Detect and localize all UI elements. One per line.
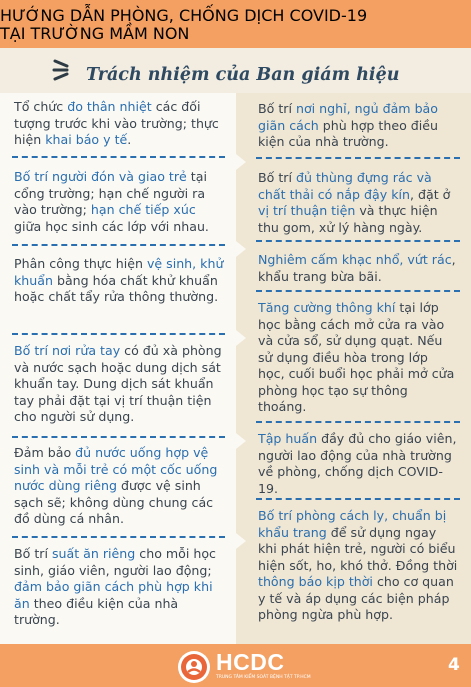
body-text: đầy đủ cho giáo viên, người lao động của nhà trường về phòng, chống dịch COVID-19. [258,431,457,496]
header-title-line1: HƯỚNG DẪN PHÒNG, CHỐNG DỊCH COVID-19 [0,6,368,25]
body-text: Bố trí [258,101,296,116]
highlight-text: đo thân nhiệt [67,99,152,114]
highlight-text: Tăng cường thông khí [258,300,396,315]
highlight-text: suất ăn riêng [51,546,136,561]
arrow-right-icon [236,533,246,549]
body-text: phù hợp theo điều kiện của nhà trường. [258,117,438,149]
highlight-text: vệ sinh, khử khuẩn [14,256,224,288]
highlight-text: Bố trí nơi rửa tay [14,343,121,358]
arrow-right-icon [236,330,246,346]
highlight-text: vị trí thuận tiện [258,203,356,218]
body-text: , đặt ở [409,186,451,202]
divider [12,436,225,438]
page-number: 4 [448,655,460,675]
left-item-4 [14,343,224,426]
highlight-text: Tập huấn [258,431,318,446]
arrow-right-icon [236,241,246,257]
body-text: tại cổng trường; hạn chế người ra vào trường; [14,169,207,217]
body-text: Đảm bảo [14,445,76,460]
divider [256,290,460,292]
body-text: cho cơ quan y tế và áp dụng các biện pháp phòng ngừa phù hợp. [258,574,454,622]
hcdc-logo-icon [177,650,211,684]
body-text: Tổ chức [14,99,68,114]
left-item-3 [14,256,224,306]
body-text: . [127,132,132,147]
right-item-5 [258,431,458,497]
highlight-text: hạn chế tiếp xúc [90,202,196,217]
highlight-text: đủ thùng đựng rác và chất thải có nắp đậy kín [258,170,432,202]
right-item-2 [258,170,458,236]
footer-logo-subtitle: TRUNG TÂM KIỂM SOÁT BỆNH TẬT TP.HCM [216,675,311,680]
body-text: các đối tượng trước khi vào trường; thực hiện [14,99,219,147]
body-text: , khẩu trang bừa bãi. [258,252,456,284]
footer-logo-text: HCDC [216,649,285,675]
left-item-5 [14,445,224,528]
divider [12,536,225,538]
right-item-6 [258,508,458,624]
header-title-line2: TẠI TRƯỜNG MẦM NON [0,24,190,43]
left-item-1 [14,99,224,149]
left-item-2 [14,169,224,235]
body-text: Bố trí [258,170,296,185]
highlight-text: đủ nước uống hợp vệ sinh và mỗi trẻ có một cốc uống nước dùng riêng [14,445,218,493]
arrow-right-icon [236,154,246,170]
body-text: giữa học sinh các lớp với nhau. [14,218,209,234]
highlight-text: Bố trí phòng cách ly, chuẩn bị khẩu trang [258,508,447,540]
body-text: có đủ xà phòng và nước sạch hoặc dung dịch sát khuẩn tay. Dung dịch sát khuẩn tay phải đặt tại vị trí thuận tiện cho người sử dụng. [14,343,222,424]
highlight-text: thông báo kịp thời [258,574,373,589]
body-text: và thực hiện thu gom, xử lý hàng ngày. [258,203,438,235]
divider [12,156,225,158]
highlight-text: đảm bảo giãn cách phù hợp khi ăn [14,579,213,611]
divider [12,333,225,335]
highlight-text: Nghiêm cấm khạc nhổ, vứt rác [258,252,452,267]
divider [12,244,225,246]
right-item-4 [258,300,458,416]
body-text: được vệ sinh sạch sẽ; không dùng chung các đồ dùng cá nhân. [14,478,214,526]
divider [256,240,460,242]
body-text: tại lớp học bằng cách mở cửa ra vào và cửa sổ, sử dụng quạt. Nếu sử dụng điều hòa trong lớp học, cuối buổi học phải mở cửa phòng học tạo sự thông thoáng. [258,300,455,414]
highlight-text: Bố trí người đón và giao trẻ [14,169,187,184]
divider [256,498,460,500]
right-item-1 [258,101,458,151]
body-text: Bố trí [14,546,52,561]
arrow-right-icon [236,433,246,449]
left-item-6 [14,546,224,629]
divider [256,157,460,159]
highlight-text: nơi nghỉ, ngủ đảm bảo giãn cách [258,101,438,133]
divider [256,421,460,423]
body-text: để sử dụng ngay khi phát hiện trẻ, người có biểu hiện sốt, ho, khó thở. Đồng thời [258,524,458,573]
section-title: Trách nhiệm của Ban giám hiệu [86,65,400,85]
body-text: cho mỗi học sinh, giáo viên, người lao động; [14,546,216,578]
body-text: theo điều kiện của nhà trường. [14,595,179,627]
body-text: Phân công thực hiện [14,256,147,271]
right-item-3 [258,252,458,285]
body-text: bằng hóa chất khử khuẩn hoặc chất tẩy rửa thông thường. [14,272,219,304]
spark-icon [52,57,78,83]
highlight-text: khai báo y tế [45,132,128,147]
